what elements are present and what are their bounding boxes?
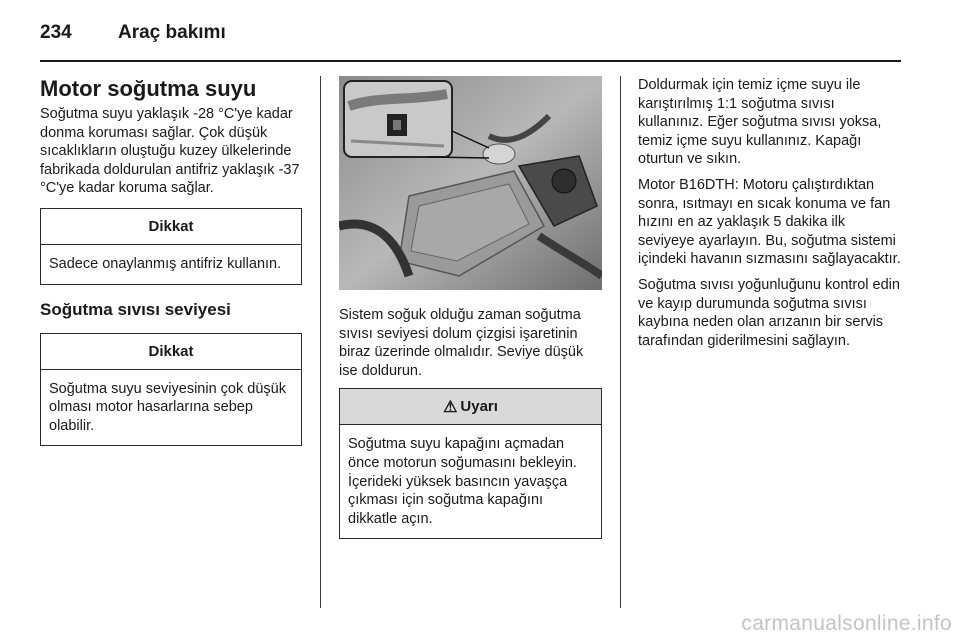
paragraph-2: Motor B16DTH: Motoru çalıştırdıktan sonra, ısıtmayı en sıcak konuma ve fan hızını en az yaklaşık 5 dakika ilk seviyeye ayarlayın. Bu, soğutma sistemi içindeki havanın sızmasını sağlayacaktır.	[638, 176, 901, 268]
column-right	[638, 76, 902, 357]
page-number: 234	[40, 22, 72, 43]
warning-heading-label: Uyarı	[460, 398, 498, 416]
intro-paragraph: Soğutma suyu yaklaşık -28 °C'ye kadar donma koruması sağlar. Çok düşük sıcaklıkların oluştuğu kuzey ülkelerinde fabrikada doldurulan antifriz yaklaşık -37 °C'ye kadar koruma sağlar.	[40, 106, 300, 197]
subsection-title: Soğutma sıvısı seviyesi	[40, 299, 231, 319]
paragraph-3: Soğutma sıvısı yoğunluğunu kontrol edin ve kayıp durumunda soğutma sıvısı kaybına neden olan arızanın bir servis tarafından giderilmesini sağlayın.	[638, 276, 900, 349]
caution-text: Sadece onaylanmış antifriz kullanın.	[49, 255, 282, 272]
section-title: Motor soğutma suyu	[40, 76, 257, 101]
warning-heading	[340, 389, 601, 425]
paragraph-1: Doldurmak için temiz içme suyu ile karıştırılmış 1:1 soğutma sıvısı kullanınız. Eğer soğutma sıvısı yoksa, temiz içme suyu kullanınız. Kapağı oturtun ve sıkın.	[638, 77, 882, 168]
caution-box	[40, 208, 302, 285]
caution-heading: Dikkat	[41, 334, 301, 370]
warning-triangle-icon: ⚠	[443, 398, 458, 416]
page-header	[40, 18, 901, 62]
column-left	[40, 76, 302, 446]
level-paragraph: Sistem soğuk olduğu zaman soğutma sıvısı seviyesi dolum çizgisi işaretinin biraz üzerinde olmalıdır. Seviye düşük ise doldurun.	[339, 307, 584, 379]
watermark: carmanualsonline.info	[741, 612, 952, 635]
warning-box	[339, 388, 602, 539]
column-divider	[320, 76, 321, 608]
caution-box	[40, 333, 302, 447]
warning-text: Soğutma suyu kapağını açmadan önce motorun soğumasını bekleyin. İçerideki yüksek basıncın yavaşça çıkması için soğutma kapağını dikkatle açın.	[348, 436, 577, 527]
running-title: Araç bakımı	[118, 22, 226, 43]
caution-text: Soğutma suyu seviyesinin çok düşük olması motor hasarlarına sebep olabilir.	[49, 380, 286, 434]
engine-bay-photo	[339, 76, 602, 290]
engine-bay-illustration	[339, 76, 602, 290]
caution-heading: Dikkat	[41, 209, 301, 245]
column-divider	[620, 76, 621, 608]
column-middle	[339, 76, 602, 539]
